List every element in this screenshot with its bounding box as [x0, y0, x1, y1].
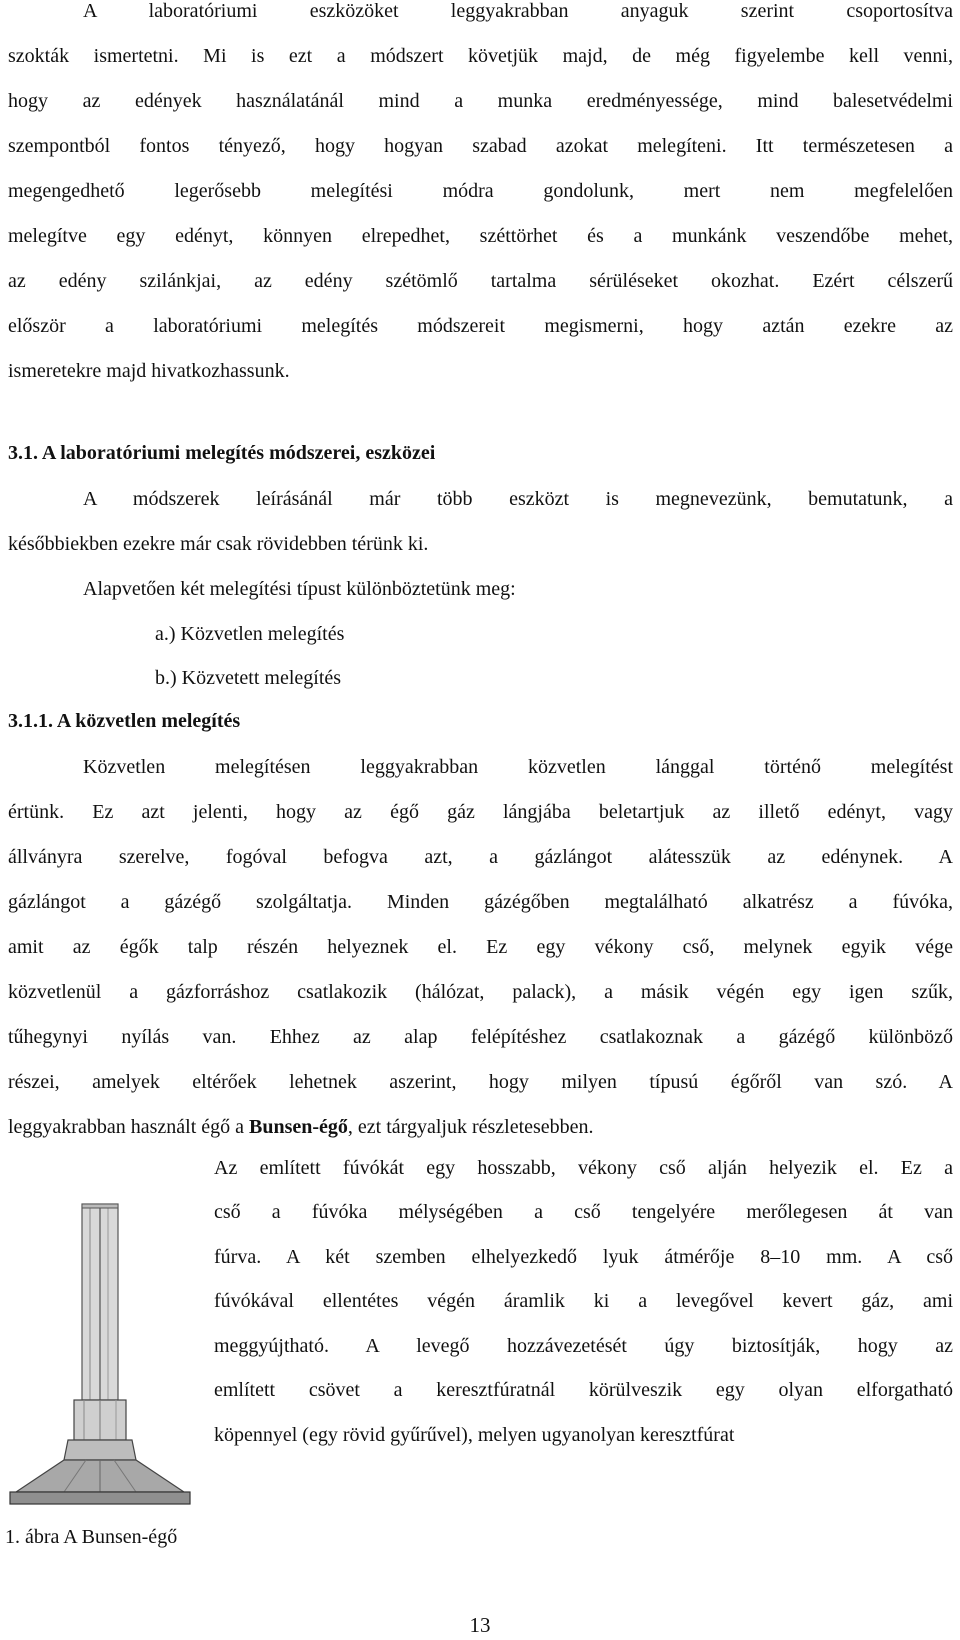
text-line: hogy az edények használatánál mind a munka eredményessége, mind balesetvédelmi	[8, 90, 953, 112]
text-line: említett csövet a keresztfúratnál körülveszik egy olyan elforgatható	[214, 1379, 953, 1401]
text-line: későbbiekben ezekre már csak rövidebben térünk ki.	[8, 533, 429, 555]
text-line: cső a fúvóka mélységében a cső tengelyére merőlegesen át van	[214, 1201, 953, 1223]
text-line: meggyújtható. A levegő hozzávezetését úgy biztosítják, hogy az	[214, 1335, 953, 1357]
text-line: tűhegynyi nyílás van. Ehhez az alap felépítéshez csatlakoznak a gázégő különböző	[8, 1026, 953, 1048]
subsection-heading: 3.1.1. A közvetlen melegítés	[8, 710, 241, 732]
bunsen-burner-figure	[4, 1202, 194, 1512]
text-line: A laboratóriumi eszközöket leggyakrabban anyaguk szerint csoportosítva	[83, 0, 953, 22]
text-line	[8, 1104, 953, 1150]
section-heading: 3.1. A laboratóriumi melegítés módszerei, eszközei	[8, 442, 436, 464]
text-line: közvetlenül a gázforráshoz csatlakozik (hálózat, palack), a másik végén egy igen szűk,	[8, 981, 953, 1003]
text-line: fúvókával ellentétes végén áramlik ki a levegővel kevert gáz, ami	[214, 1290, 953, 1312]
list-item-b: b.) Közvetett melegítés	[155, 667, 342, 689]
text-line: A módszerek leírásánál már több eszközt is megnevezünk, bemutatunk, a	[83, 488, 953, 510]
text-line: Közvetlen melegítésen leggyakrabban közvetlen lánggal történő melegítést	[83, 756, 953, 778]
text-line: köpennyel (egy rövid gyűrűvel), melyen ugyanolyan keresztfúrat	[214, 1424, 735, 1446]
text-line: melegítve egy edényt, könnyen elrepedhet, széttörhet és a munkánk veszendőbe mehet,	[8, 225, 953, 247]
text-line: először a laboratóriumi melegítés módszereit megismerni, hogy aztán ezekre az	[8, 315, 953, 337]
text-line: szempontból fontos tényező, hogy hogyan szabad azokat melegíteni. Itt természetesen a	[8, 135, 953, 157]
text-line: gázlángot a gázégő szolgáltatja. Minden gázégőben megtalálható alkatrész a fúvóka,	[8, 891, 953, 913]
bunsen-term: Bunsen-égő	[249, 1116, 348, 1138]
text-line: értünk. Ez azt jelenti, hogy az égő gáz lángjába beletartjuk az illető edényt, vagy	[8, 801, 953, 823]
text-line: megengedhető legerősebb melegítési módra gondolunk, mert nem megfelelően	[8, 180, 953, 202]
text-line: Az említett fúvókát egy hosszabb, vékony cső alján helyezik el. Ez a	[214, 1157, 953, 1179]
page-number: 13	[469, 1613, 491, 1637]
text-line: állványra szerelve, fogóval befogva azt, a gázlángot alátesszük az edénynek. A	[8, 846, 953, 868]
text-run: leggyakrabban használt égő a	[8, 1116, 250, 1138]
figure-caption: 1. ábra A Bunsen-égő	[5, 1526, 178, 1548]
list-item-a: a.) Közvetlen melegítés	[155, 623, 345, 645]
text-line: szokták ismertetni. Mi is ezt a módszert követjük majd, de még figyelembe kell venni,	[8, 45, 953, 67]
text-line: az edény szilánkjai, az edény szétömlő tartalma sérüléseket okozhat. Ezért célszerű	[8, 270, 953, 292]
text-line: részei, amelyek eltérőek lehetnek aszerint, hogy milyen típusú égőről van szó. A	[8, 1071, 953, 1093]
types-intro: Alapvetően két melegítési típust különböztetünk meg:	[83, 578, 516, 600]
text-line: amit az égők talp részén helyeznek el. Ez egy vékony cső, melynek egyik vége	[8, 936, 953, 958]
text-line: fúrva. A két szemben elhelyezkedő lyuk átmérője 8–10 mm. A cső	[214, 1246, 953, 1268]
text-line: ismeretekre majd hivatkozhassunk.	[8, 360, 290, 382]
text-run: , ezt tárgyaljuk részletesebben.	[347, 1116, 594, 1138]
